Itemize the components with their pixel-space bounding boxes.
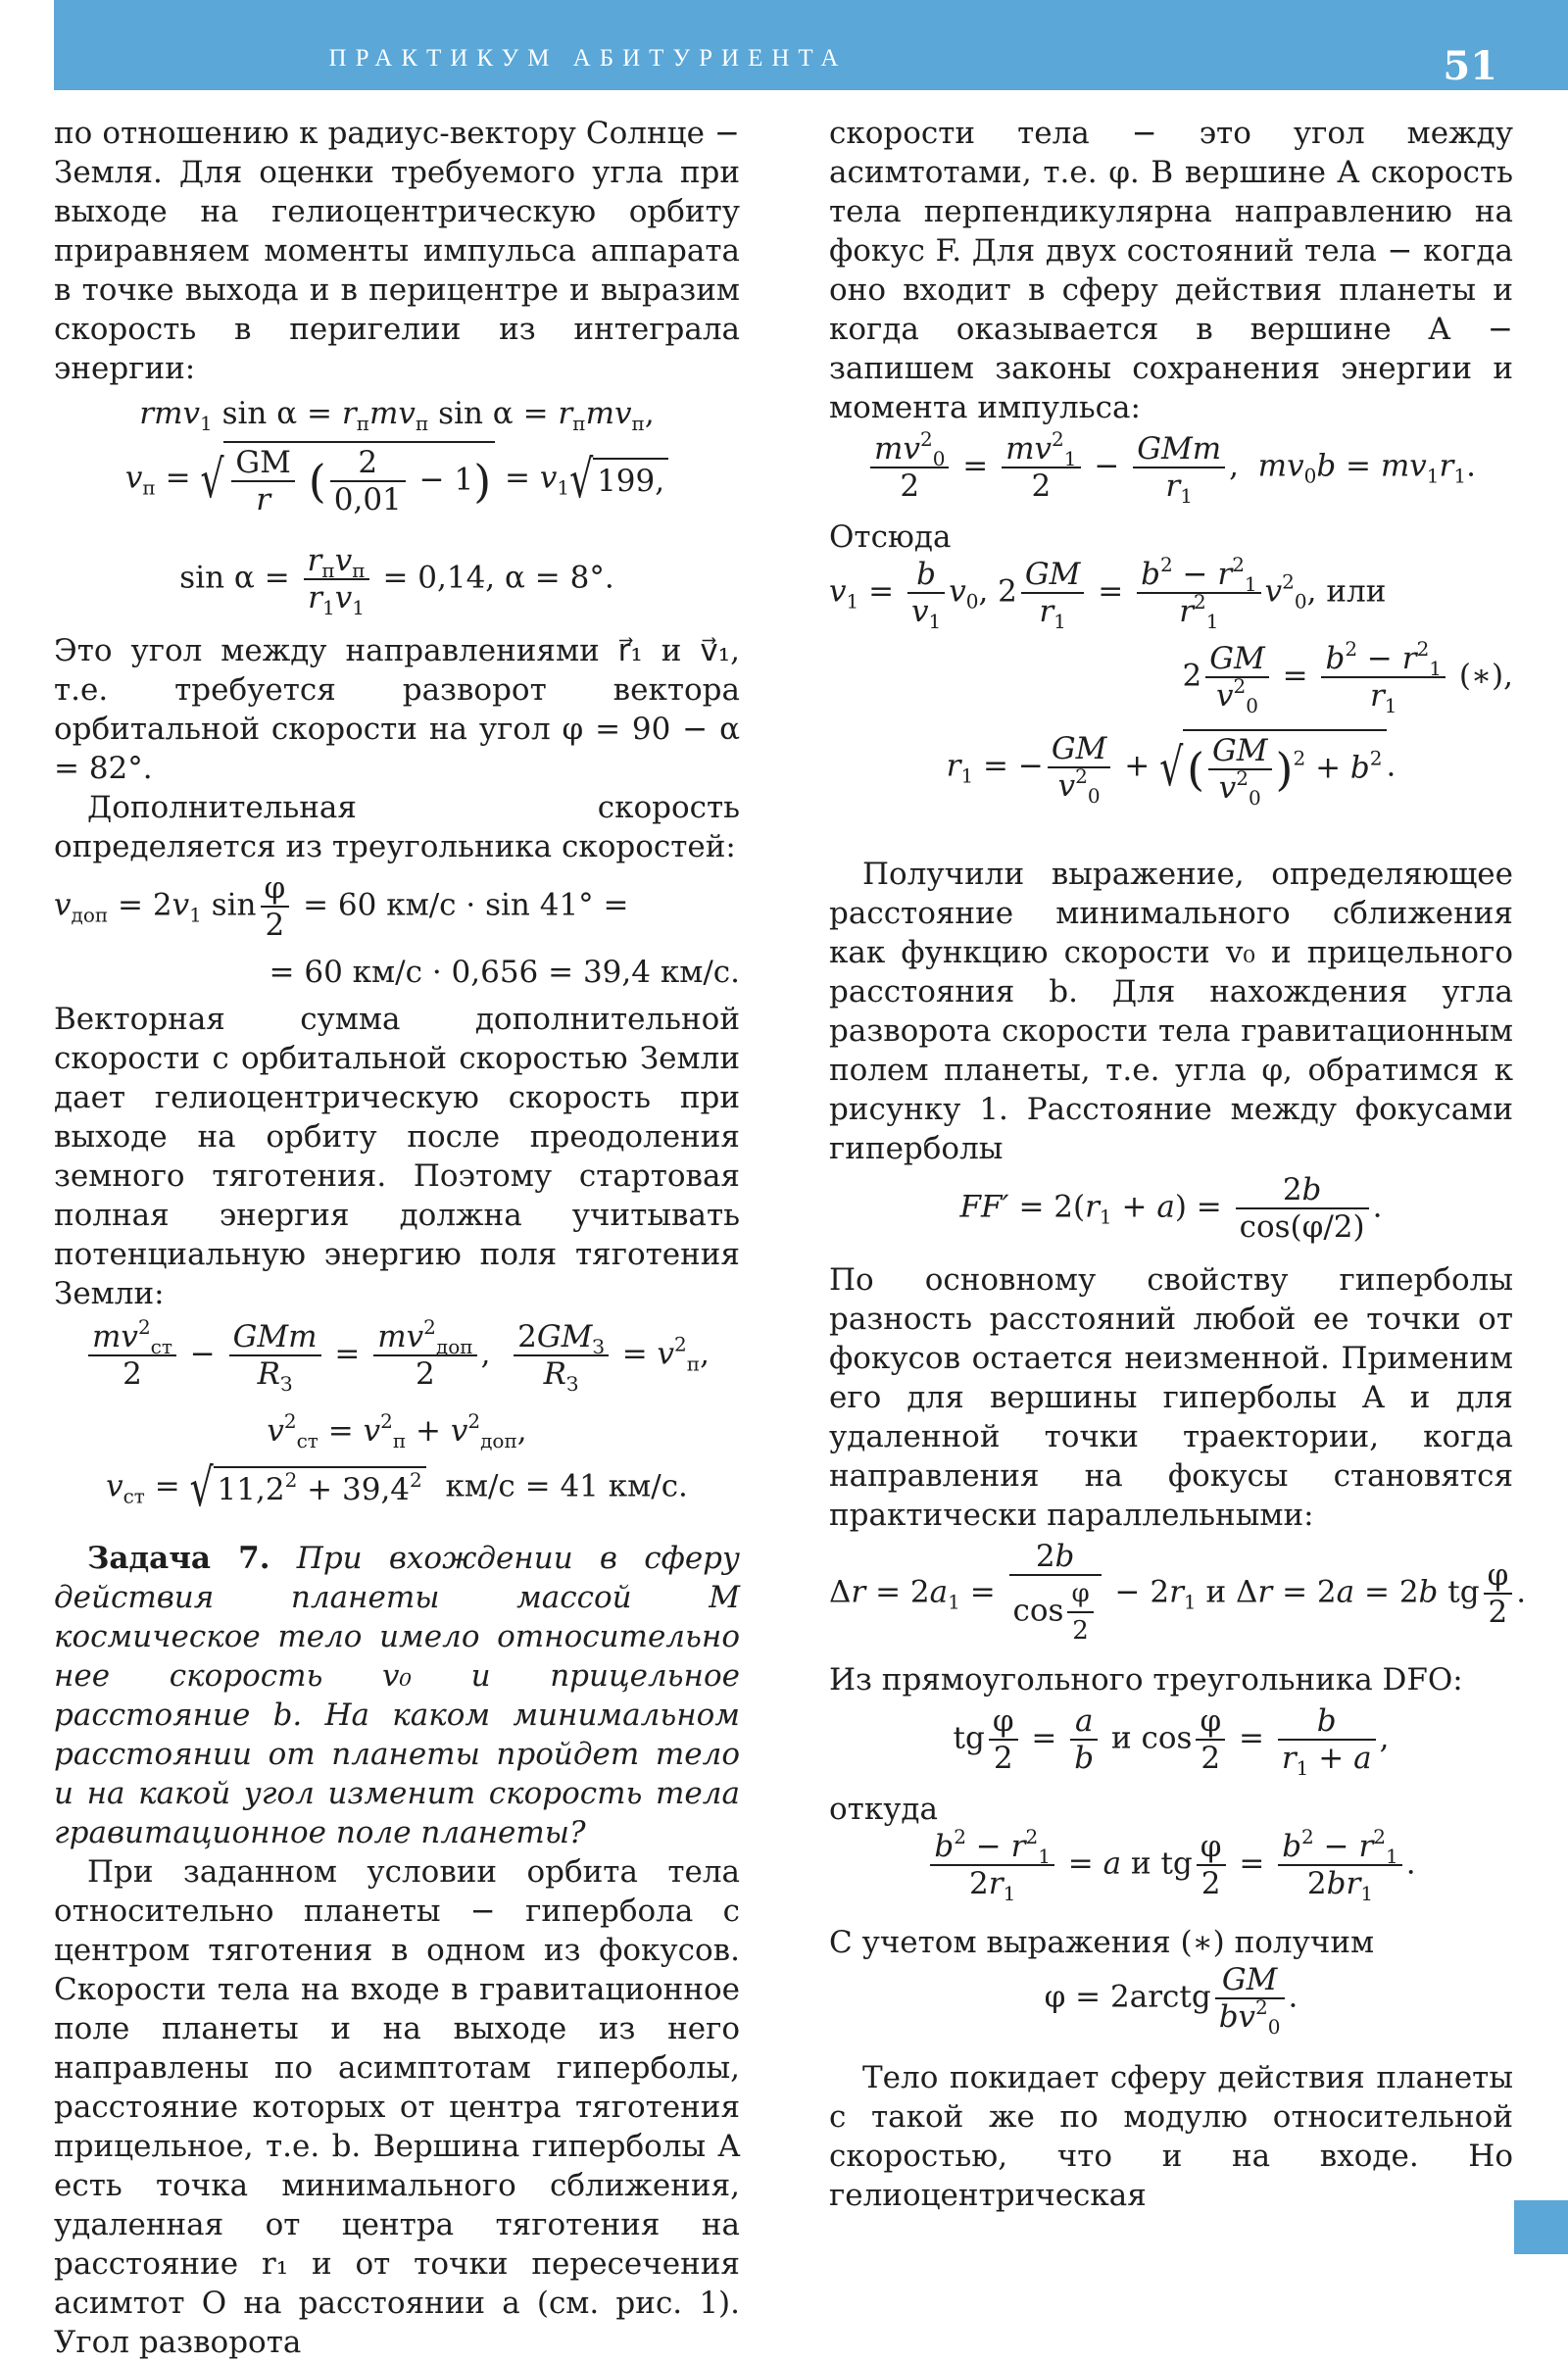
- paragraph: Это угол между направлениями r⃗₁ и v⃗₁, т.е. требуется разворот вектора орбитальной скорости на угол φ = 90 − α = 82°.: [54, 633, 740, 786]
- formula-v1: $v_1$ = $\frac{b}{v_1}$ $v_0$, 2 $\frac{GM}{r_1}$ = $\frac{b^2 - r^2_1}{r^2_1}$ $v^2_0$, или: [829, 553, 1387, 633]
- formula-star: 2 $\frac{GM}{v^2_0}$ = $\frac{b^2 - r^2_1}{r_1}$ (∗),: [1182, 637, 1513, 717]
- header-title: ПРАКТИКУМ АБИТУРИЕНТА: [328, 45, 848, 72]
- page-number: 51: [1443, 43, 1497, 89]
- paragraph: Тело покидает сферу действия планеты с такой же по модулю относительной скоростью, что и на входе. Но гелиоцентрическая: [829, 2060, 1513, 2213]
- formula-momentum: rmv$_1$ $\sin \alpha = r_пmv_п$ $\sin \alpha = r_пmv_п$,: [139, 396, 655, 435]
- formula-phi: φ = 2arctg $\frac{GM}{bv^2_0}$ .: [1044, 1962, 1298, 2039]
- formula-delta-r: $\Delta r = 2a_1$ = 2b cos $\frac{\varphi}{2}$ − $2r_1$ и Δr = 2a = 2b tg $\frac{\varphi}{2}$ .: [829, 1539, 1527, 1646]
- formula-sin-alpha: sin α = $\frac{r_пv_п}{r_1v_1}$ = 0,14, α = 8°.: [179, 543, 614, 619]
- formula-r1: $r_1$ = − $\frac{GM}{v^2_0}$ + √ ( $\frac{GM}{v^2_0}$ )$^2 + b^2$ .: [829, 729, 1513, 847]
- right-column: [829, 114, 1527, 2215]
- page-header: [54, 0, 1568, 90]
- formula-conservation: $\frac{mv^2_0}{2}$ = $\frac{mv^2_1}{2}$ − $\frac{\text{GMm}}{r_1}$ , $mv_0b = mv_1r_1$.: [829, 431, 1513, 517]
- formula-extra-velocity-result: = 60 км/с · 0,656 = 39,4 км/с.: [269, 955, 740, 990]
- formula-velocity-perihelion: $v_п$ = √ $\frac{GM}{r}$ ( $\frac{2}{0,01}$ − $1) = v_1√$ 199,: [54, 441, 740, 539]
- formula-triangle: tg $\frac{\varphi}{2}$ = $\frac{a}{b}$ и cos $\frac{\varphi}{2}$ = $\frac{b}{r_1 + a}$ ,: [953, 1703, 1390, 1780]
- otsyuda-label: Отсюда: [829, 519, 952, 555]
- corner-decoration: [1514, 2200, 1568, 2254]
- paragraph: Дополнительная скорость определяется из треугольника скоростей:: [54, 790, 740, 864]
- formula-a-tg: $\frac{b^2 - r^2_1}{2r_1}$ = a и tg $\frac{\varphi}{2}$ = $\frac{b^2 - r^2_1}{2br_1}$ .: [829, 1829, 1513, 1923]
- paragraph: С учетом выражения (∗) получим: [829, 1925, 1375, 1960]
- formula-focal-distance: $FF' = 2(r_1 + a)$ = $\frac{2b}{\cos(\varphi/2)}$ .: [959, 1172, 1383, 1245]
- task-statement: Задача 7. При вхождении в сферу действия планеты массой M космическое тело имело относительно нее скорость v₀ и прицельное расстояние b. На каком минимальном расстоянии от планеты пройдет тело и на какой угол изменит скорость тела гравитационное поле планеты?: [54, 1541, 741, 1850]
- formula-extra-velocity: $v_{доп} = 2v_1$ sin $\frac{\varphi}{2}$ = 60 км/с · sin 41° =: [54, 870, 629, 943]
- paragraph: По основному свойству гиперболы разность расстояний любой ее точки от фокусов остается неизменной. Применим его для вершины гиперболы A и для удаленной точки траектории, когда направления на фокусы становятся практически параллельными:: [829, 1262, 1513, 1533]
- formula-energy: $\frac{mv^2_{ст}}{2}$ − $\frac{\text{GMm}}{R_З}$ = $\frac{mv^2_{доп}}{2}$ , $\frac{2GM_З}{R_З}$ = $v^2_п$,: [54, 1319, 740, 1407]
- paragraph: Из прямоугольного треугольника DFO:: [829, 1662, 1463, 1698]
- paragraph: Получили выражение, определяющее расстояние минимального сближения как функцию скорости v₀ и прицельного расстояния b. Для нахождения угла разворота скорости тела гравитационным полем планеты, т.е. угла φ, обратимся к рисунку 1. Расстояние между фокусами гиперболы: [829, 857, 1513, 1166]
- paragraph: по отношению к радиус-вектору Солнце − Земля. Для оценки требуемого угла при выходе на гелиоцентрическую орбиту приравняем моменты импульса аппарата в точке выхода и в перицентре и выразим скорость в перигелии из интеграла энергии:: [54, 116, 740, 386]
- paragraph: Векторная сумма дополнительной скорости с орбитальной скоростью Земли дает гелиоцентрическую скорость при выходе на орбиту после преодоления земного тяготения. Поэтому стартовая полная энергия должна учитывать потенциальную энергию поля тяготения Земли:: [54, 1002, 740, 1311]
- left-column: [54, 114, 740, 2362]
- otkuda-label: откуда: [829, 1792, 938, 1827]
- paragraph: скорости тела − это угол между асимтотами, т.е. φ. В вершине A скорость тела перпендикулярна направлению на фокус F. Для двух состояний тела − когда оно входит в сферу действия планеты и когда оказывается в вершине A − запишем законы сохранения энергии и момента импульса:: [829, 116, 1513, 425]
- formula-velocity-sum: $v^2_{ст} = v^2_п + v^2_{доп}$,: [267, 1409, 527, 1452]
- paragraph: При заданном условии орбита тела относительно планеты − гипербола с центром тяготения в одном из фокусов. Скорости тела на входе в гравитационное поле планеты и на выходе из него направлены по асимптотам гиперболы, расстояние которых от центра тяготения прицельное, т.е. b. Вершина гиперболы A есть точка минимального сближения, удаленная от центра тяготения на расстояние r₁ и от точки пересечения асимтот O на расстоянии a (см. рис. 1). Угол разворота: [54, 1854, 740, 2360]
- formula-start-velocity: $v_{ст}$ = √ $11,2^2 + 39,4^2$ км/с = 41 км/с.: [54, 1466, 740, 1529]
